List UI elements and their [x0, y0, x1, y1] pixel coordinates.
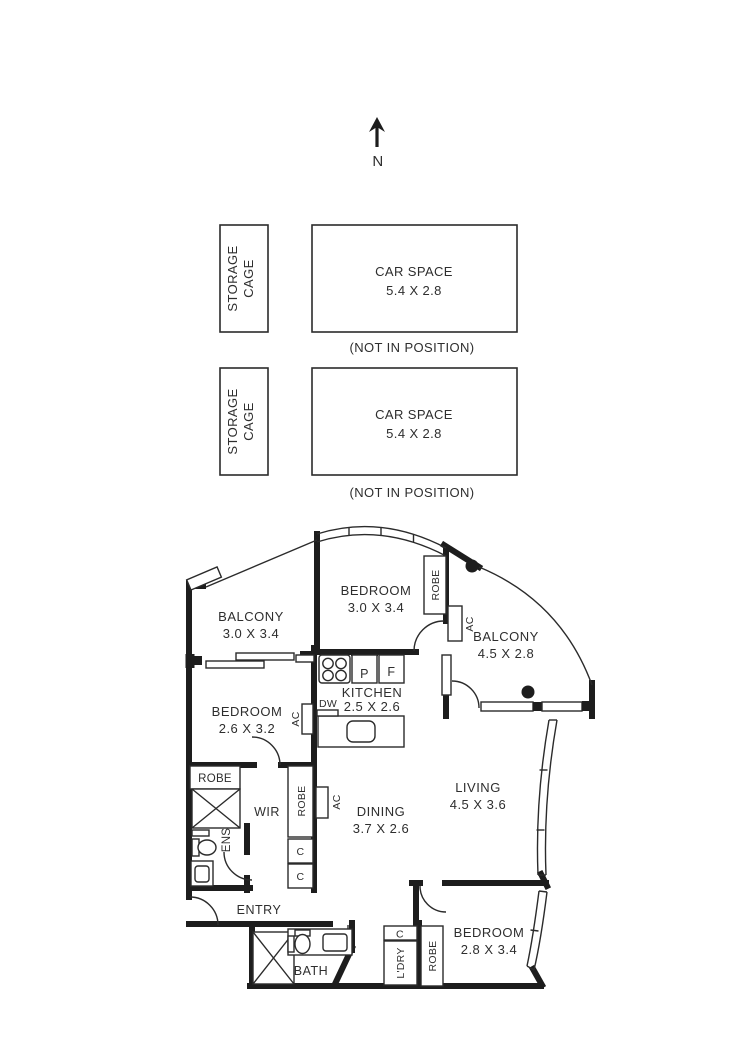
- kitchen-fridge: [379, 655, 404, 683]
- robe-label: ROBE: [430, 569, 442, 601]
- hall-window: [442, 655, 451, 695]
- fridge-label: F: [387, 665, 396, 679]
- car-space-1: [312, 225, 517, 332]
- living-curved-glazing: [537, 720, 558, 875]
- cupboard-laundry: [384, 926, 417, 941]
- storage-cage-1-line1: STORAGE: [225, 245, 240, 312]
- ac-unit-dining: [316, 787, 343, 818]
- room-dims: 2.6 X 3.2: [218, 721, 276, 736]
- storage-cage-1: [220, 225, 268, 332]
- car-space-2-dims: 5.4 X 2.8: [386, 426, 442, 441]
- room-dims: 3.0 X 3.4: [347, 600, 405, 615]
- robe-label: ROBE: [427, 940, 439, 972]
- room-label-bath: BATH: [293, 964, 329, 978]
- laundry-closet: [384, 941, 417, 985]
- room-dims: 4.5 X 2.8: [477, 646, 535, 661]
- ac-unit-bedroom-left: [290, 704, 313, 734]
- storage-cage-1-line2: CAGE: [241, 259, 256, 298]
- room-label-ens: ENS: [221, 827, 233, 853]
- room-name: BEDROOM: [340, 583, 412, 598]
- room-dims: 4.5 X 3.6: [449, 797, 507, 812]
- not-in-position-caption-1: (NOT IN POSITION): [349, 340, 475, 355]
- not-in-position-caption-2: (NOT IN POSITION): [349, 485, 475, 500]
- robe-label: ROBE: [198, 773, 232, 785]
- bedroom-curved-glazing: [527, 891, 547, 970]
- room-name: LIVING: [455, 780, 501, 795]
- kitchen-stove: [319, 655, 350, 683]
- room-name: BEDROOM: [211, 704, 283, 719]
- car-space-2-name: CAR SPACE: [375, 407, 453, 422]
- storage-cage-2: [220, 368, 268, 475]
- kitchen-pantry: [352, 655, 377, 683]
- car-space-1-dims: 5.4 X 2.8: [386, 283, 442, 298]
- ac-label: AC: [331, 794, 343, 810]
- room-label-wir: WIR: [254, 805, 280, 819]
- car-space-2: [312, 368, 517, 475]
- north-label: N: [372, 153, 384, 170]
- robe-wir: [288, 766, 313, 837]
- room-label-dining: [353, 804, 410, 836]
- cupboard-wir-1: [288, 839, 313, 863]
- room-dims: 3.0 X 3.4: [222, 626, 280, 641]
- robe-label: ROBE: [296, 785, 308, 817]
- room-dims: 2.8 X 3.4: [460, 942, 518, 957]
- cupboard-label: C: [296, 846, 305, 858]
- robe-bedroom-top: [424, 556, 446, 614]
- robe-bedroom-left: [190, 766, 240, 789]
- pantry-label: P: [360, 667, 369, 681]
- room-label-living: [450, 780, 507, 812]
- room-label-bedroom-top: [341, 583, 412, 615]
- room-label-balcony-right: [473, 629, 539, 661]
- room-label-entry: ENTRY: [236, 903, 282, 917]
- room-dims: 2.5 X 2.6: [343, 699, 401, 714]
- car-space-1-name: CAR SPACE: [375, 264, 453, 279]
- column-dot-2: [522, 686, 535, 699]
- room-dims: 3.7 X 2.6: [352, 821, 410, 836]
- ac-unit-balcony: [448, 606, 476, 641]
- room-name: KITCHEN: [341, 685, 403, 700]
- room-label-kitchen: [342, 685, 403, 714]
- room-name: BEDROOM: [453, 925, 525, 940]
- column-dot-1: [466, 560, 479, 573]
- storage-cage-2-line2: CAGE: [241, 402, 256, 441]
- dishwasher-label: DW: [318, 698, 338, 710]
- storage-cage-2-line1: STORAGE: [225, 388, 240, 455]
- cupboard-label: C: [396, 928, 404, 941]
- curved-window-band-top: [317, 527, 446, 556]
- ac-label: AC: [290, 711, 302, 727]
- robe-bedroom-bottom: [421, 926, 443, 986]
- room-name: DINING: [356, 804, 406, 819]
- room-name: BALCONY: [473, 629, 539, 644]
- room-label-balcony-top: [218, 609, 284, 641]
- laundry-label: L'DRY: [395, 947, 407, 979]
- room-label-bedroom-bottom: [454, 925, 525, 957]
- cupboard-label: C: [296, 871, 305, 883]
- north-arrow-icon: [369, 117, 385, 147]
- cupboard-wir-2: [288, 864, 313, 888]
- room-name: BALCONY: [218, 609, 284, 624]
- room-label-bedroom-left: [212, 704, 283, 736]
- balcony-balustrade: [481, 701, 594, 711]
- ac-label: AC: [464, 616, 476, 632]
- sliding-door-panels: [191, 653, 314, 668]
